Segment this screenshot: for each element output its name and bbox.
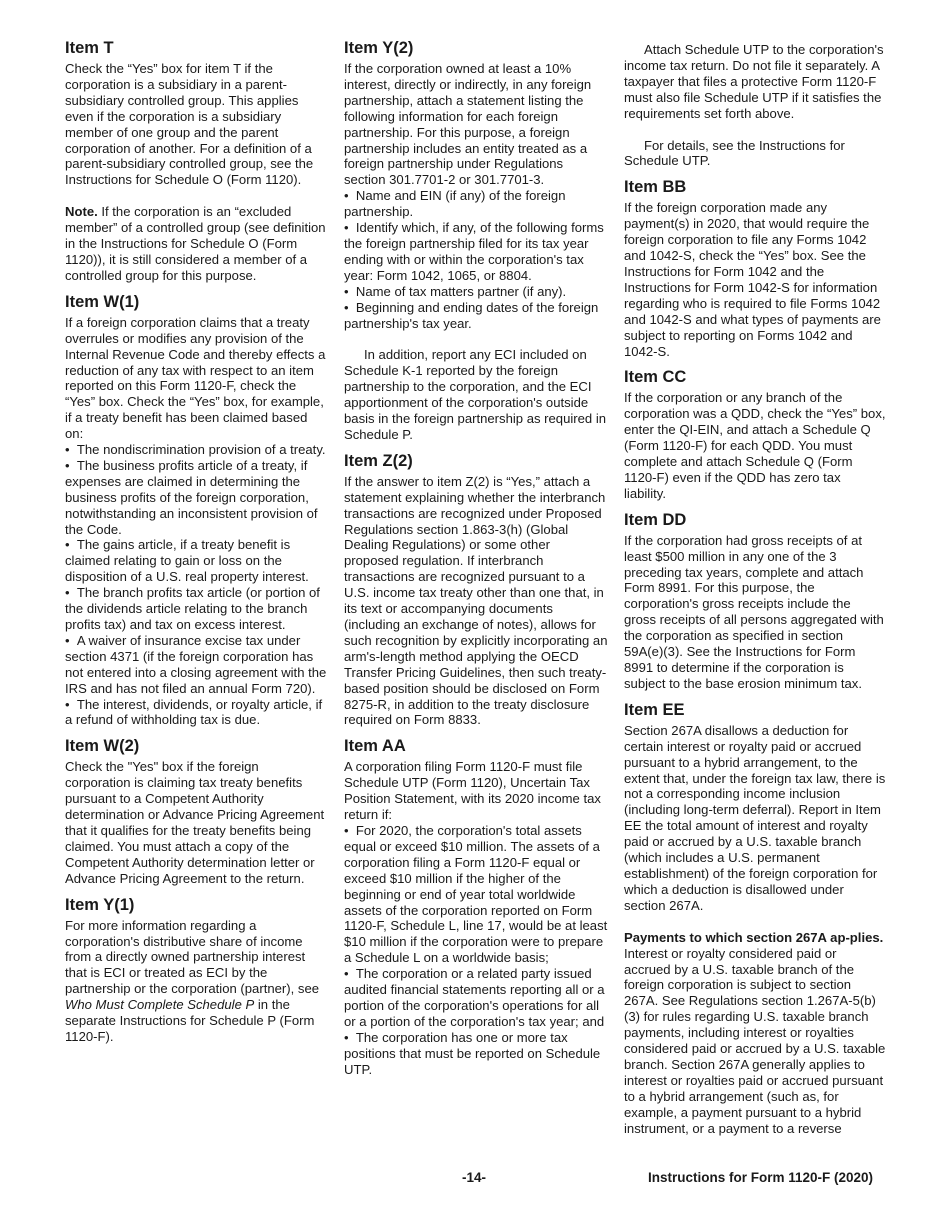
list-item: • The nondiscrimination provision of a treaty. xyxy=(65,442,327,458)
item-bb-text: If the foreign corporation made any payment(s) in 2020, that would require the foreign corporation to file any Forms 1042 and 1042-S, check the “Yes” box. See the Instructions for Form 1042 and the Instructions for Form 1042-S for information regarding who is required to file Forms 1042 and 1042-S and what types of payments are subject to reporting on Forms 1042 and 1042-S. xyxy=(624,200,881,359)
list-item: • The corporation has one or more tax positions that must be reported on Schedule UTP. xyxy=(344,1030,608,1078)
item-y2-heading: Item Y(2) xyxy=(344,39,414,57)
form-title: Instructions for Form 1120-F (2020) xyxy=(648,1170,874,1185)
item-ee-text: Section 267A disallows a deduction for certain interest or royalty paid or accrued pursuant to a hybrid arrangement, to the extent that, under the foreign tax law, there is not a corresponding income inclusion (including long-term deferral). Report in Item EE the total amount of interest and royalty paid or accrued by a U.S. taxable branch (which includes a U.S. permanent establishment) of the foreign corporation for which a deduction is disallowed under section 267A. xyxy=(624,722,886,913)
list-item: • The interest, dividends, or royalty article, if a refund of withholding tax is due. xyxy=(65,697,327,729)
item-y1-text xyxy=(65,918,327,1045)
item-cc-text: If the corporation or any branch of the corporation was a QDD, check the “Yes” box, enter the QI-EIN, and attach a Schedule Q (Form 1120-F) for each QDD. You must complete and attach Schedule Q (Form 1120-F) even if the QDD has zero tax liability. xyxy=(624,390,886,501)
list-item: • The branch profits tax article (or portion of the dividends article relating to the branch profits tax) and tax on excess interest. xyxy=(65,585,327,633)
item-dd-heading: Item DD xyxy=(624,510,687,529)
page-number: -14- xyxy=(462,1170,487,1185)
item-w1-heading: Item W(1) xyxy=(65,292,140,311)
item-y1-text-italic: Who Must Complete Schedule P xyxy=(65,997,255,1013)
item-y1-text-b: in the separate Instructions for Schedule P (Form 1120-F). xyxy=(65,997,315,1044)
item-aa-text: A corporation filing Form 1120-F must file Schedule UTP (Form 1120), Uncertain Tax Position Statement, with its 2020 income tax return if: xyxy=(344,759,601,823)
list-item: • Name of tax matters partner (if any). xyxy=(344,284,608,300)
item-w2-text: Check the "Yes" box if the foreign corporation is claiming tax treaty benefits pursuant to a Competent Authority determination or Advance Pricing Agreement that it qualifies for the treaty benefits being claimed. You must attach a copy of the Competent Authority determination letter or Advance Pricing Agreement to the return. xyxy=(65,759,325,886)
item-w1-text: If a foreign corporation claims that a treaty overrules or modifies any provision of the Internal Revenue Code and thereby effects a reduction of any tax with respect to an item reported on this Form 1120-F, check the “Yes” box. Check the “Yes” box, for example, if a treaty benefit has been claimed based on: xyxy=(65,314,326,442)
column-2 xyxy=(344,38,608,1077)
payments-lead: Payments to which section 267A ap-plies. xyxy=(624,929,884,945)
list-item: • Beginning and ending dates of the foreign partnership's tax year. xyxy=(344,300,608,332)
list-item: • A waiver of insurance excise tax under section 4371 (if the foreign corporation has not entered into a closing agreement with the IRS and has not filed an annual Form 720). xyxy=(65,633,327,697)
item-w2-heading: Item W(2) xyxy=(65,737,140,756)
item-dd-text: If the corporation had gross receipts of at least $500 million in any one of the 3 preceding tax years, complete and attach Form 8991. For this purpose, the corporation's gross receipts include the gross receipts of all persons aggregated with the corporation as specified in section 59A(e)(3). See the Instructions for Form 8991 to determine if the corporation is subject to the base erosion minimum tax. xyxy=(624,532,884,691)
item-y1-text-a: For more information regarding a corporation's distributive share of income from a directly owned partnership interest that is ECI or treated as ECI by the partnership or the corporation (partner), see xyxy=(65,917,320,997)
item-z2-heading: Item Z(2) xyxy=(344,451,413,470)
column-1 xyxy=(65,38,327,1045)
list-item: • For 2020, the corporation's total assets equal or exceed $10 million. The assets of a corporation filing a Form 1120-F equal or exceed $10 million if the higher of the beginning or end of year total worldwide assets of the corporation reported on Form 1120-F, Schedule L, line 17, would be at least $10 million if the corporation were to prepare a Schedule L on a worldwide basis; xyxy=(344,823,608,966)
item-y2-text-2: In addition, report any ECI included on Schedule K-1 reported by the foreign partnership to the corporation, and the ECI apportionment of the corporation's outside basis in the foreign partnership as required in Schedule P. xyxy=(344,347,607,442)
item-ee-heading: Item EE xyxy=(624,700,685,719)
item-y1-heading: Item Y(1) xyxy=(65,895,135,914)
payments-text: Interest or royalty considered paid or accrued by a U.S. taxable branch of the foreign corporation is subject to section 267A. See Regulations section 1.267A-5(b)(3) for rules regarding U.S. taxable branch payments, including interest or royalties considered paid or accrued by a U.S. taxable branch. Section 267A generally applies to interest or royalties paid or accrued pursuant to a hybrid arrangement (such as, for example, a payment pursuant to a hybrid instrument, or a payment to a reverse xyxy=(624,945,886,1136)
list-item: • The corporation or a related party issued audited financial statements reporting all or a portion of the corporation's operations for all or a portion of the corporation's tax year; and xyxy=(344,966,608,1030)
list-item: • Identify which, if any, of the following forms the foreign partnership filed for its tax year ending with or within the corporation's tax year: Form 1042, 1065, or 8804. xyxy=(344,220,608,284)
list-item: • The gains article, if a treaty benefit is claimed relating to gain or loss on the disposition of a U.S. real property interest. xyxy=(65,537,327,585)
note-text: If the corporation is an “excluded member” of a controlled group (see definition in the Instructions for Schedule O (Form 1120)), it is still considered a member of a controlled group for this purpose. xyxy=(65,204,326,283)
utp-text-1: Attach Schedule UTP to the corporation's income tax return. Do not file it separately. A taxpayer that files a protective Form 1120-F must also file Schedule UTP if it satisfies the requirements set forth above. xyxy=(624,42,884,121)
item-aa-heading: Item AA xyxy=(344,737,406,756)
item-t-heading: Item T xyxy=(65,39,114,57)
list-item: • The business profits article of a treaty, if expenses are claimed in determining the business profits of the foreign corporation, notwithstanding an inconsistent provision of the Code. xyxy=(65,458,327,538)
note-label: Note. xyxy=(65,204,98,220)
item-t-text: Check the “Yes” box for item T if the corporation is a subsidiary in a parent-subsidiary controlled group. This applies even if the corporation is a subsidiary member of one group and the parent corporation of another. For a definition of a parent-subsidiary controlled group, see the Instructions for Schedule O (Form 1120). xyxy=(65,61,314,188)
item-t-note xyxy=(65,204,327,284)
item-z2-text: If the answer to item Z(2) is “Yes,” attach a statement explaining whether the interbranch transactions are recognized under Proposed Regulations section 1.863-3(h) (Global Dealing Regulations) or some other proposed regulation. If interbranch transactions are recognized pursuant to a U.S. income tax treaty other than one that, in its text or accompanying documents (including an exchange of notes), allows for such recognition by explicitly incorporating an arm's-length method applying the OECD Transfer Pricing Guidelines, then such treaty-based position should be disclosed on Form 8275-R, in addition to the treaty disclosure required on Form 8833. xyxy=(344,473,608,728)
item-y2-text: If the corporation owned at least a 10% interest, directly or indirectly, in any foreign partnership, attach a statement listing the following information for each foreign partnership. For this purpose, a foreign partnership includes an entity treated as a foreign partnership under Regulations section 301.7701-2 or 301.7701-3. xyxy=(344,61,592,188)
item-bb-heading: Item BB xyxy=(624,178,687,197)
item-ee-payments xyxy=(624,930,886,1137)
list-item: • Name and EIN (if any) of the foreign partnership. xyxy=(344,188,608,220)
utp-text-2: For details, see the Instructions for Schedule UTP. xyxy=(624,137,845,169)
column-3 xyxy=(624,42,886,1136)
item-cc-heading: Item CC xyxy=(624,368,687,387)
